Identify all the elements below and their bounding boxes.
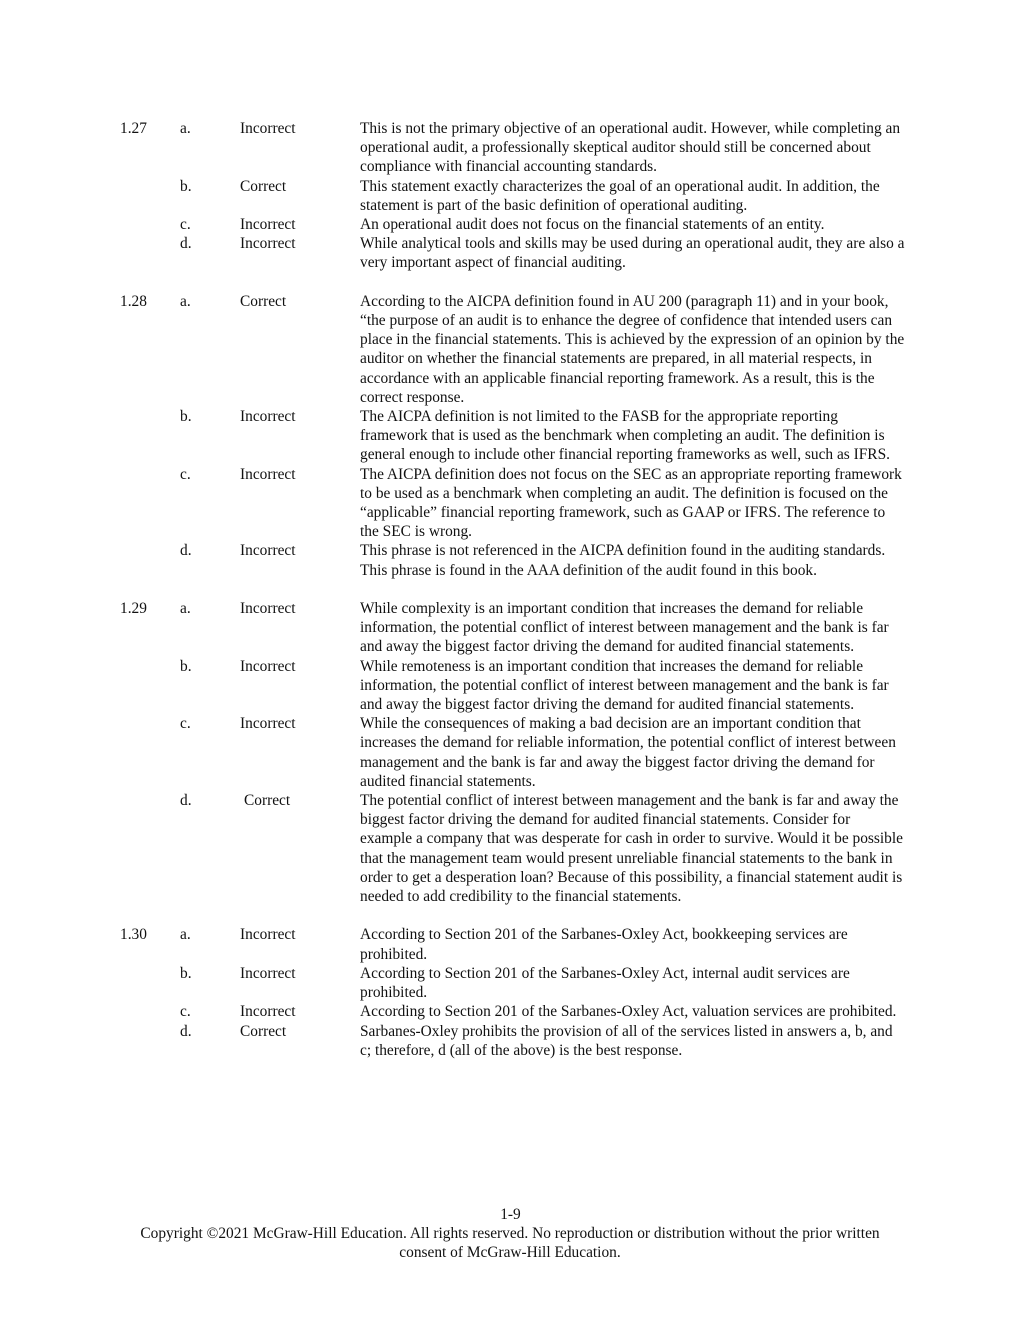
answer-verdict: Correct <box>240 177 287 195</box>
answer-letter: d. <box>180 1022 192 1040</box>
answer-letter: c. <box>180 1003 191 1021</box>
answer-row <box>0 1002 1020 1021</box>
answer-letter: c. <box>180 216 191 234</box>
answer-explanation: While remoteness is an important condition that increases the demand for reliable information, the potential conflict of interest between management and the bank is far and away the biggest factor driving the demand for audited financial statements. <box>360 657 889 714</box>
answer-explanation: According to Section 201 of the Sarbanes-Oxley Act, valuation services are prohibited. <box>360 1003 897 1021</box>
answer-row <box>0 407 1020 465</box>
answer-verdict: Correct <box>244 792 291 810</box>
answer-verdict: Incorrect <box>240 465 296 483</box>
answer-letter: b. <box>180 964 192 982</box>
answer-letter: a. <box>180 292 191 310</box>
question-number: 1.30 <box>120 926 147 944</box>
answer-explanation: This is not the primary objective of an operational audit. However, while completing an operational audit, a professionally skeptical auditor should still be concerned about compliance with financial accounting standards. <box>360 120 901 176</box>
page-number: 1-9 <box>500 1206 521 1223</box>
answer-letter: a. <box>180 120 191 137</box>
answer-letter: d. <box>180 235 192 253</box>
answer-letter: c. <box>180 465 191 483</box>
question-block <box>0 292 1020 580</box>
answer-letter: a. <box>180 926 191 944</box>
answer-explanation: The AICPA definition does not focus on the SEC as an appropriate reporting framework to be used as a benchmark when completing an audit. The definition is focused on the “applicable” financial reporting framework, such as GAAP or IFRS. The reference to the SEC is wrong. <box>360 465 902 541</box>
answer-verdict: Incorrect <box>240 542 296 560</box>
answer-explanation: According to the AICPA definition found in AU 200 (paragraph 11) and in your book, “the purpose of an audit is to enhance the degree of confidence that intended users can place in the financial statements. This is achieved by the expression of an opinion by the auditor on whether the financial statements are prepared, in all material respects, in accordance with an applicable financial reporting framework. As a result, this is the correct response. <box>360 292 905 406</box>
answer-row <box>0 119 1020 177</box>
question-number: 1.28 <box>120 292 147 310</box>
answer-row <box>0 215 1020 234</box>
answer-row <box>0 964 1020 1002</box>
answer-row <box>0 541 1020 579</box>
answer-explanation: While complexity is an important condition that increases the demand for reliable information, the potential conflict of interest between management and the bank is far and away the biggest factor driving the demand for audited financial statements. <box>360 600 889 656</box>
copyright-notice: Copyright ©2021 McGraw-Hill Education. All rights reserved. No reproduction or distribution without the prior written consent of McGraw-Hill Education. <box>140 1225 880 1262</box>
answer-verdict: Incorrect <box>240 408 296 426</box>
answer-explanation: While analytical tools and skills may be used during an operational audit, they are also a very important aspect of financial auditing. <box>360 235 905 272</box>
question-number: 1.27 <box>120 120 147 137</box>
answer-explanation: The potential conflict of interest between management and the bank is far and away the biggest factor driving the demand for audited financial statements. Consider for example a company that was desperate for cash in order to survive. Would it be possible that the management team would present unreliable financial statements to the bank in order to get a desperation loan? Because of this possibility, a financial statement audit is needed to add credibility to the financial statements. <box>360 792 903 906</box>
question-block <box>0 925 1020 1059</box>
answer-verdict: Incorrect <box>240 1003 296 1021</box>
answer-letter: b. <box>180 177 192 195</box>
answer-explanation: Sarbanes-Oxley prohibits the provision of all of the services listed in answers a, b, and c; therefore, d (all of the above) is the best response. <box>360 1022 893 1059</box>
answer-explanation: An operational audit does not focus on the financial statements of an entity. <box>360 216 825 234</box>
answer-key <box>0 119 1020 1079</box>
answer-row <box>0 599 1020 657</box>
page-footer <box>0 1205 1020 1263</box>
answer-letter: b. <box>180 408 192 426</box>
answer-verdict: Incorrect <box>240 964 296 982</box>
answer-letter: d. <box>180 792 192 810</box>
question-block <box>0 599 1020 906</box>
answer-verdict: Incorrect <box>240 926 296 944</box>
answer-verdict: Incorrect <box>240 120 296 137</box>
answer-explanation: According to Section 201 of the Sarbanes-Oxley Act, bookkeeping services are prohibited. <box>360 926 848 963</box>
answer-explanation: The AICPA definition is not limited to the FASB for the appropriate reporting framework that is used as the benchmark when completing an audit. The definition is general enough to include other financial reporting frameworks as well, such as IFRS. <box>360 408 890 464</box>
answer-explanation: While the consequences of making a bad decision are an important condition that increases the demand for reliable information, the potential conflict of interest between management and the bank is far and away the biggest factor driving the demand for audited financial statements. <box>360 715 896 790</box>
answer-explanation: This phrase is not referenced in the AICPA definition found in the auditing standards. This phrase is found in the AAA definition of the audit found in this book. <box>360 542 886 579</box>
answer-row <box>0 177 1020 215</box>
answer-row <box>0 657 1020 715</box>
answer-row <box>0 925 1020 963</box>
answer-verdict: Incorrect <box>240 715 296 733</box>
answer-letter: b. <box>180 657 192 675</box>
answer-explanation: According to Section 201 of the Sarbanes-Oxley Act, internal audit services are prohibited. <box>360 964 850 1002</box>
answer-row <box>0 714 1020 791</box>
answer-verdict: Correct <box>240 1022 287 1040</box>
answer-letter: a. <box>180 600 191 618</box>
answer-row <box>0 791 1020 906</box>
answer-verdict: Incorrect <box>240 235 296 253</box>
answer-letter: d. <box>180 542 192 560</box>
answer-verdict: Incorrect <box>240 657 296 675</box>
answer-verdict: Incorrect <box>240 600 296 618</box>
answer-verdict: Incorrect <box>240 216 296 234</box>
answer-row <box>0 234 1020 272</box>
answer-row <box>0 465 1020 542</box>
answer-explanation: This statement exactly characterizes the goal of an operational audit. In addition, the statement is part of the basic definition of operational auditing. <box>360 177 880 214</box>
question-block <box>0 119 1020 273</box>
answer-letter: c. <box>180 715 191 733</box>
question-number: 1.29 <box>120 600 147 618</box>
answer-verdict: Correct <box>240 292 287 310</box>
answer-row <box>0 1022 1020 1060</box>
answer-row <box>0 292 1020 407</box>
